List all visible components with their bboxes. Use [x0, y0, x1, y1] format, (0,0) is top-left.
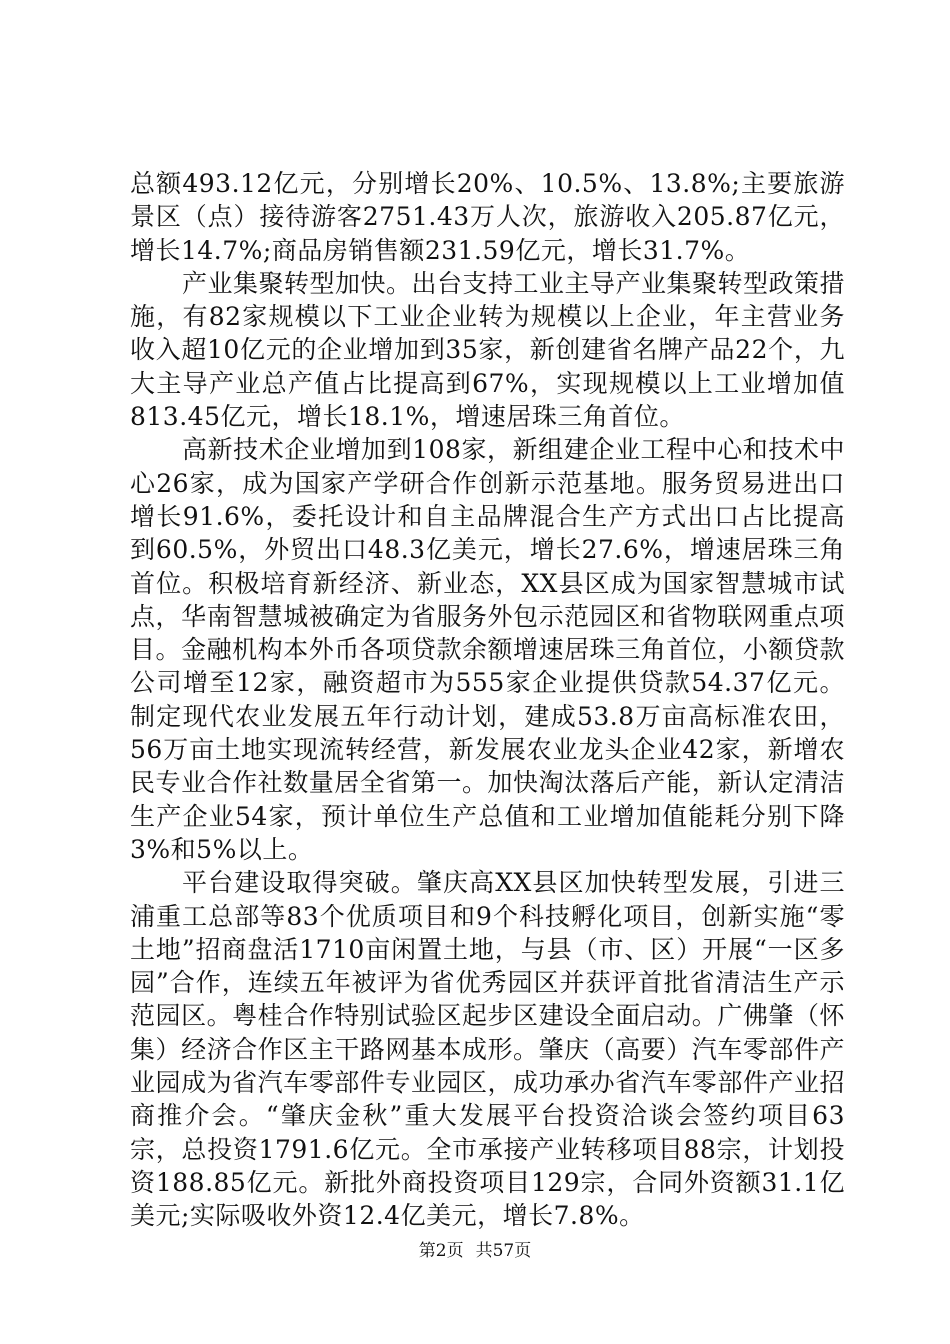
page-total: 共57页 — [475, 1241, 532, 1261]
paragraph-3: 高新技术企业增加到108家，新组建企业工程中心和技术中心26家，成为国家产学研合作创新示范基地。服务贸易进出口增长91.6%，委托设计和自主品牌混合生产方式出口占比提高到60.5%，外贸出口48.3亿美元，增长27.6%，增速居珠三角首位。积极培育新经济、新业态，XX县区成为国家智慧城市试点，华南智慧城被确定为省服务外包示范园区和省物联网重点项目。金融机构本外币各项贷款余额增速居珠三角首位，小额贷款公司增至12家，融资超市为555家企业提供贷款54.37亿元。制定现代农业发展五年行动计划，建成53.8万亩高标准农田，56万亩土地实现流转经营，新发展农业龙头企业42家，新增农民专业合作社数量居全省第一。加快淘汰落后产能，新认定清洁生产企业54家，预计单位生产总值和工业增加值能耗分别下降3%和5%以上。 — [130, 435, 845, 864]
page-footer — [0, 1240, 950, 1262]
paragraph-2: 产业集聚转型加快。出台支持工业主导产业集聚转型政策措施，有82家规模以下工业企业转为规模以上企业，年主营业务收入超10亿元的企业增加到35家，新创建省名牌产品22个，九大主导产业总产值占比提高到67%，实现规模以上工业增加值813.45亿元，增长18.1%，增速居珠三角首位。 — [130, 268, 846, 432]
page-number: 第2页 — [418, 1241, 464, 1261]
paragraph-1: 总额493.12亿元，分别增长20%、10.5%、13.8%;主要旅游景区（点）接待游客2751.43万人次，旅游收入205.87亿元，增长14.7%;商品房销售额231.59亿元，增长31.7%。 — [130, 169, 845, 265]
paragraph-4: 平台建设取得突破。肇庆高XX县区加快转型发展，引进三浦重工总部等83个优质项目和9个科技孵化项目，创新实施“零土地”招商盘活1710亩闲置土地，与县（市、区）开展“一区多园”合作，连续五年被评为省优秀园区并获评首批省清洁生产示范园区。粤桂合作特别试验区起步区建设全面启动。广佛肇（怀集）经济合作区主干路网基本成形。肇庆（高要）汽车零部件产业园成为省汽车零部件专业园区，成功承办省汽车零部件产业招商推介会。“肇庆金秋”重大发展平台投资洽谈会签约项目63宗，总投资1791.6亿元。全市承接产业转移项目88宗，计划投资188.85亿元。新批外商投资项目129宗，合同外资额31.1亿美元;实际吸收外资12.4亿美元，增长7.8%。 — [130, 868, 845, 1231]
document-body — [130, 167, 845, 1233]
